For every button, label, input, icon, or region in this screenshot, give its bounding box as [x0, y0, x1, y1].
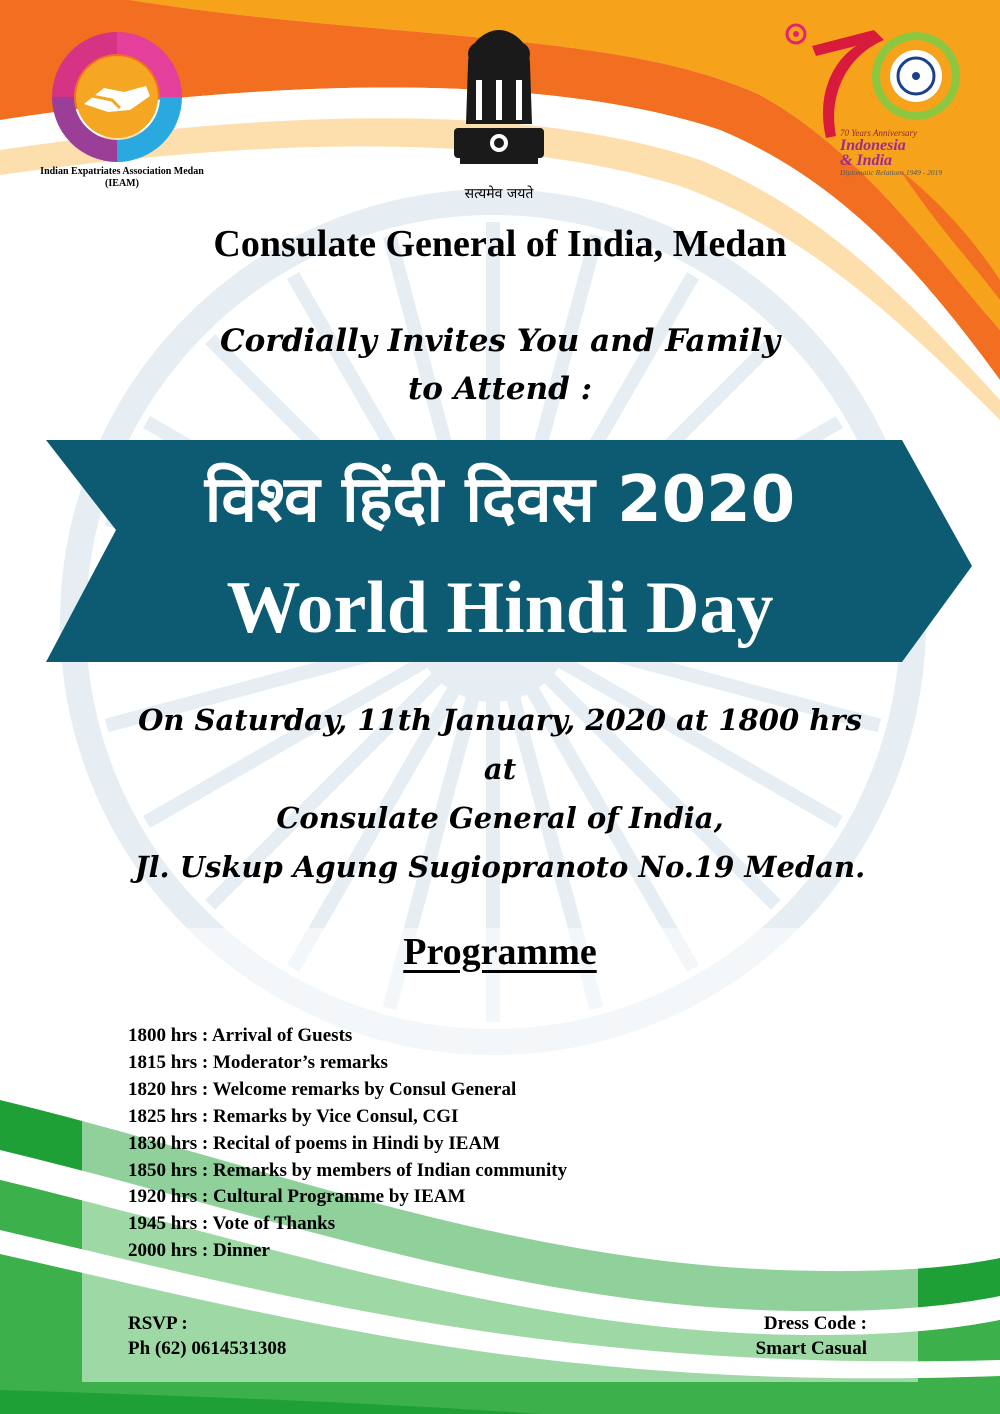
dress-code-label: Dress Code :	[763, 1313, 867, 1334]
list-item: 1920 hrs : Cultural Programme by IEAM	[128, 1186, 466, 1208]
programme-heading	[0, 930, 1000, 974]
list-item: 2000 hrs : Dinner	[128, 1240, 270, 1262]
ieam-caption	[0, 166, 244, 190]
event-at: at	[483, 752, 517, 786]
list-item: 1815 hrs : Moderator’s remarks	[128, 1051, 388, 1073]
rsvp-phone: Ph (62) 0614531308	[128, 1338, 287, 1359]
event-date: On Saturday, 11th January, 2020 at 1800 hrs	[138, 703, 862, 737]
list-item: 1820 hrs : Welcome remarks by Consul General	[128, 1078, 517, 1100]
dress-code-block	[756, 1311, 867, 1361]
invitation-line-2: to Attend :	[407, 371, 593, 407]
emblem-motto: सत्यमेव जयते	[464, 186, 534, 202]
ashoka-chakra-icon	[872, 32, 960, 120]
ieam-abbr: (IEAM)	[105, 178, 139, 189]
page-title: Consulate General of India, Medan	[213, 223, 787, 265]
dress-code-value: Smart Casual	[755, 1338, 867, 1359]
anniversary-line1: Indonesia	[840, 137, 906, 154]
programme-heading-text: Programme	[403, 931, 597, 973]
banner-hindi-title: विश्व हिंदी दिवस 2020	[204, 463, 796, 537]
venue-line-1: Consulate General of India,	[276, 801, 724, 835]
ashoka-lion-emblem-icon	[440, 24, 558, 186]
rsvp-block	[128, 1311, 286, 1361]
list-item: 1850 hrs : Remarks by members of Indian community	[128, 1159, 568, 1181]
list-item: 1825 hrs : Remarks by Vice Consul, CGI	[128, 1105, 459, 1127]
ieam-name: Indian Expatriates Association Medan	[40, 166, 204, 177]
flower-icon	[787, 25, 805, 43]
venue-line-2: Jl. Uskup Agung Sugiopranoto No.19 Medan.	[134, 850, 866, 884]
anniversary-small: 70 Years Anniversary	[840, 128, 918, 138]
anniversary-text	[840, 128, 970, 177]
list-item: 1830 hrs : Recital of poems in Hindi by IEAM	[128, 1132, 501, 1154]
anniversary-sub: Diplomatic Relations 1949 - 2019	[840, 168, 943, 177]
list-item: 1945 hrs : Vote of Thanks	[128, 1213, 336, 1235]
banner-english-title: World Hindi Day	[226, 567, 774, 649]
anniversary-line2: & India	[840, 152, 893, 169]
rsvp-label: RSVP :	[128, 1313, 188, 1334]
invitation-line-1: Cordially Invites You and Family	[220, 323, 780, 359]
list-item: 1800 hrs : Arrival of Guests	[128, 1025, 353, 1046]
programme-list	[128, 1023, 567, 1265]
handshake-logo-icon	[46, 26, 188, 168]
